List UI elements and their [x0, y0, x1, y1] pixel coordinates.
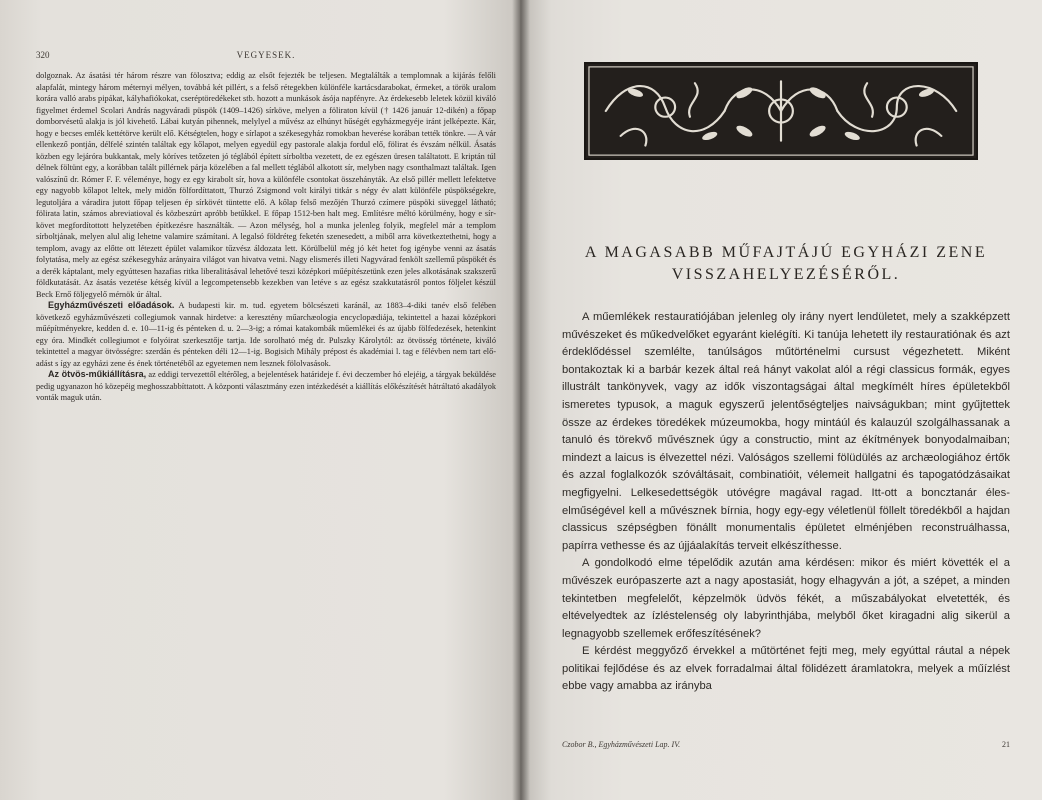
title-line-2: VISSZAHELYEZÉSÉRŐL.: [671, 266, 901, 283]
section-text: az eddigi tervezettől eltérőleg, a bejelentések határideje f. évi deczember hó elejéig, a tárgyak beküldése pedig ugyanazon hó közepéig meghosszabbíttatott. A központi választmány ezen intézkedését a kiállítás előkészítését hátráltató akadályok vonták maguk után.: [36, 370, 496, 402]
article-title: [556, 242, 1016, 286]
section-heading: Az ötvös-műkiállításra,: [48, 369, 147, 379]
body-paragraph: dolgoznak. Az ásatási tér három részre van fölosztva; eddig az elsőt fejezték be teljesen. Megtalálták a templomnak a kijárás felőli alapfalát, mintegy három méternyi mélyen, továbbá két pillért, s a felső rétegekben különféle kartácsdarabokat, érmeket, a török uralom korára valló arabs pipákat, kályhafiókokat, cseréptöredékeket stb. hozott a munkások ásója napfényre. Az érdekesebb leletek közül kiváló figyelmet érdemel Scolari András nagyváradi püspök (1409–1426) sírköve, melyen a föliraton kívül († 1426 január 12-dikén) a főpap domborvésetű alakja is jól kivehető. Lábai kutyán pihennek, melylyel a művész az elhúnyt hűségét egyházmegyéje iránt jelképezte. Kár, hogy e becses emlék kettétörve került elő. Kétségtelen, hogy e sírlapot a székesegyház romokban heverése korában tették tönkre. — A vár ellenkező pontján, délfelé szintén találtak egy kőlapot, melyen egyedül egy pastorale alakja fordul elő, fölirat és évszám nélkül. Ásatás közben egy lejáróra bukkantak, mely köríves tetőzeten jó téglából épített sírboltba vezetett, de ez egészen üresen találtatott. E kriptán túl délnek föltünt egy, a korábban talált pillérnek párja közelében a fal mellett téglából alkotott sír, melyben nagy csonthalmazt találtak. Igen valószínű dr. Rómer F. F. véleménye, hogy ez egy kirabolt sír, hova a különféle csontokat összehányták. Az első pillér mellett lefektetve egy nagyobb kőlapot leltek, mely midőn fölfordíttatott, Thurzó Zsigmond volt királyi titkár s négy év alatt különféle püspökségekre, legutoljára a váradira jutott főpap teljesen ép sírkövét tüntette elő. A kőlap felső mezőjén Thurzó czímere püspöki süveggel látható; fölirata latin, számos abreviatioval és közbeszúrt apróbb betűkkel. E főpap 1512-ben halt meg. Említésre méltó körülmény, hogy e sírkövet megfordítottott helyzetében építkezésre használták. — Azon mélység, hol a munka jelenleg folyik, megfelel már a templom sírboltjának, melyen alul alig lehetne valamire számítani. A legalsó földréteg feketén szenesedett, a miből arra következtethetni, hogy a templom, avagy az előtte ott létezett épület valamikor tűzvész áldozata lett. Körülbelül még jó két hetet fog igénybe venni az ásatás folytatása, mely az egész székesegyház arányaira világot van hivatva vetni. Nagy elismerés illeti Nagyvárad fenkölt szellemű püspökét és a derék káptalant, mely egyúttesen hazafias ritka liberalitásával lehetővé teszi középkori műépítészetünk ezen jeles alkotásának szakszerű földkutatását. Az ásatás vezetése kétség kívül a legcompetensebb kezekben van letéve s az egész szakkutatásról pontos följelet készül Beck Ernő följegyelő mérnök úr által.: [36, 71, 496, 299]
page-number: 320: [36, 50, 50, 60]
section-text: A budapesti kir. m. tud. egyetem bölcsészeti karánál, az 1883–4-diki tanév első felében következő egyházművészeti collegiumok vannak hirdetve: a keresztény műarchæologia encyclopædiája, tekintettel a hazai középkori műépítményekre, kedden d. e. 10—11-ig és pénteken d. u. 2—3-ig; a római katakombák műemlékei és az újabb fölfedezések, hetenkint egy óra. Mindkét collegiumot e folyóirat szerkesztője tartja. Ide sorolható még dr. Pulszky Károlytól: az ötvösség története, kiváló tekintettel a magyar ötvösségre: szerdán és pénteken déli 12—1-ig. Bogisich Mihály prépost és akadémiai l. tag e félévben nem tart előadást s így az egyházi zene és ének történetéből az egyetemen nem lesznek fölolvasások.: [36, 301, 496, 368]
right-body-text: [562, 309, 1010, 696]
body-paragraph: A gondolkodó elme tépelődik azután ama kérdésen: mikor és miért követték el a művészek európaszerte azt a nagy apostasiát, hogy elhagyván a jót, a szépet, a minden tekintetben megfelelőt, képzelmök üdvös fékét, a műszabályokat elvetették, és eltévelyedtek az ízléstelenség oly labyrinthjába, melyből őket kiragadni alig sikerül a legnagyobb szellemek erőfeszítésének?: [562, 557, 1010, 640]
section-paragraph: [36, 300, 496, 369]
footer-signature: Czobor B., Egyházművészeti Lap. IV.: [562, 740, 681, 749]
body-paragraph: E kérdést meggyőző érvekkel a műtörténet fejti meg, mely egyúttal ráutal a népek politikai fejlődése és az elvek forradalmai által fölidézett áramlatokra, melyek a műízlést ebbe vagy amabba az irányba: [562, 645, 1010, 693]
book-gutter: [512, 0, 530, 800]
section-heading: Egyházművészeti előadások.: [48, 300, 175, 310]
left-body-text: [36, 70, 496, 404]
section-paragraph: [36, 369, 496, 404]
ornamental-headpiece: [584, 62, 978, 160]
footer-page-marker: 21: [1002, 740, 1010, 749]
title-line-1: A MAGASABB MŰFAJTÁJÚ EGYHÁZI ZENE: [584, 244, 988, 261]
right-page: [520, 0, 1042, 800]
body-paragraph: A műemlékek restauratiójában jelenleg oly irány nyert lendületet, mely a szakképzett művészeket és műkedvelőket egyaránt kielégíti. Ki tanúja lehetett ily restauratiónak és azt érdeklődéssel szemlélte, tanúlságos műtörténelmi cursust végezhetett. Miként bontakoztak ki a barbár kezek által reá hányt vakolat alól a régi classicus formák, egyes illustrált tankönyvek, vagy az idők viszontagságai által megkímélt híres épületekből ismeretes typusok, a maguk egyszerű jelentőségteljes naivságukban; mint gyűjtettek össze az érdekes töredékek múzeumokba, hogy mintáúl és kalauzúl szolgálhassanak a tanuló és törekvő művésznek úgy a constructio, mint az ékítmények bonyodalmaiban; mindezt a laicus is élvezettel nézi. Valóságos szellemi fölüdülés az archæologiához értők és azzal foglalkozók szóváltásait, combinatióit, vélemeit hallgatni és tapogatódzásaikat megfigyelni. Lelkesedettségök utóvégre magával ragad. Itt-ott a boncztanár éleselműségével kell a művésznek bírnia, hogy egy-egy véletlenül föllelt töredékből a hajdan classicus szépségben fönállt monumentalis épületet elménjében reconstruálhassa, papírra vethesse és az újjáalakítás terveit elkészíthesse.: [562, 311, 1010, 552]
running-title: VEGYESEK.: [236, 50, 296, 60]
ornament-scroll-icon: [586, 64, 976, 158]
